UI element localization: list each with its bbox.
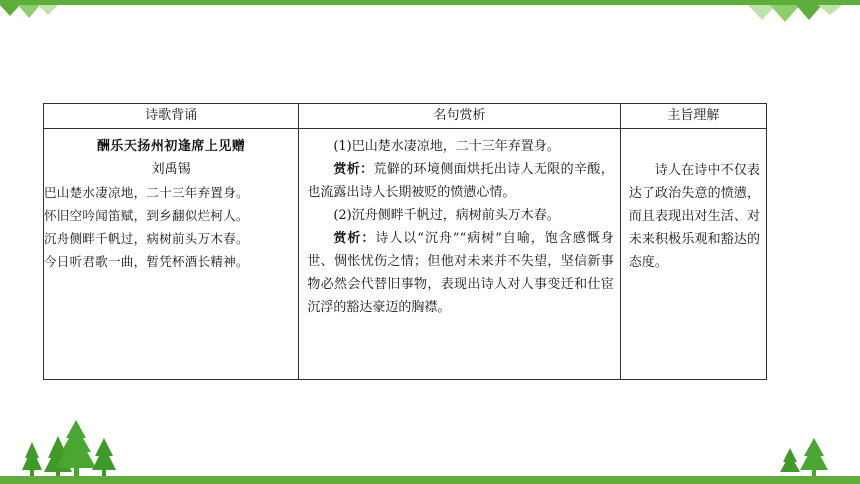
poem-line: 巴山楚水凄凉地，二十三年弃置身。 <box>44 185 249 200</box>
table-header-row <box>44 104 767 129</box>
poem-line: 沉舟侧畔千帆过，病树前头万木春。 <box>44 231 249 246</box>
theme-text: 诗人在诗中不仅表达了政治失意的愤懑，而且表现出对生活、对未来积极乐观和豁达的态度。 <box>628 163 760 270</box>
analysis-paragraph-1 <box>307 158 613 204</box>
tree-icon <box>800 438 828 476</box>
top-right-triangles-icon <box>748 5 842 22</box>
tree-icon <box>92 438 116 476</box>
poem-author: 刘禹锡 <box>151 162 191 177</box>
header-poem-recitation: 诗歌背诵 <box>44 104 299 129</box>
analysis-text-2: 诗人以“沉舟”“病树”自喻，饱含感慨身世、惆怅忧伤之情；但他对未来并不失望，坚信新事物必然会代替旧事物，表现出诗人对人事变迁和仕宦沉浮的豁达豪迈的胸襟。 <box>307 231 614 315</box>
poem-line: 怀旧空吟闻笛赋，到乡翻似烂柯人。 <box>44 208 249 223</box>
table-row <box>44 129 767 380</box>
top-left-triangles-icon <box>0 5 58 18</box>
analysis-quote-1: (1)巴山楚水凄凉地，二十三年弃置身。 <box>333 139 560 154</box>
theme-cell <box>620 129 766 380</box>
tree-icon <box>22 442 42 476</box>
bottom-accent-bar <box>0 476 860 484</box>
poem-line: 今日听君歌一曲，暂凭杯酒长精神。 <box>44 254 249 269</box>
analysis-label: 赏析： <box>333 231 376 246</box>
analysis-label: 赏析： <box>333 162 374 177</box>
tree-icon <box>780 448 800 472</box>
analysis-paragraph-2 <box>307 227 613 319</box>
analysis-cell <box>299 129 620 380</box>
analysis-text-1: 荒僻的环境侧面烘托出诗人无限的辛酸，也流露出诗人长期被贬的愤懑心情。 <box>307 162 614 200</box>
header-famous-lines-analysis: 名句赏析 <box>299 104 620 129</box>
poem-title: 酬乐天扬州初逢席上见赠 <box>96 139 246 154</box>
poem-study-table <box>43 103 767 380</box>
analysis-quote-2: (2)沉舟侧畔千帆过，病树前头万木春。 <box>333 208 560 223</box>
header-theme-understanding: 主旨理解 <box>620 104 766 129</box>
poem-cell <box>44 129 299 380</box>
